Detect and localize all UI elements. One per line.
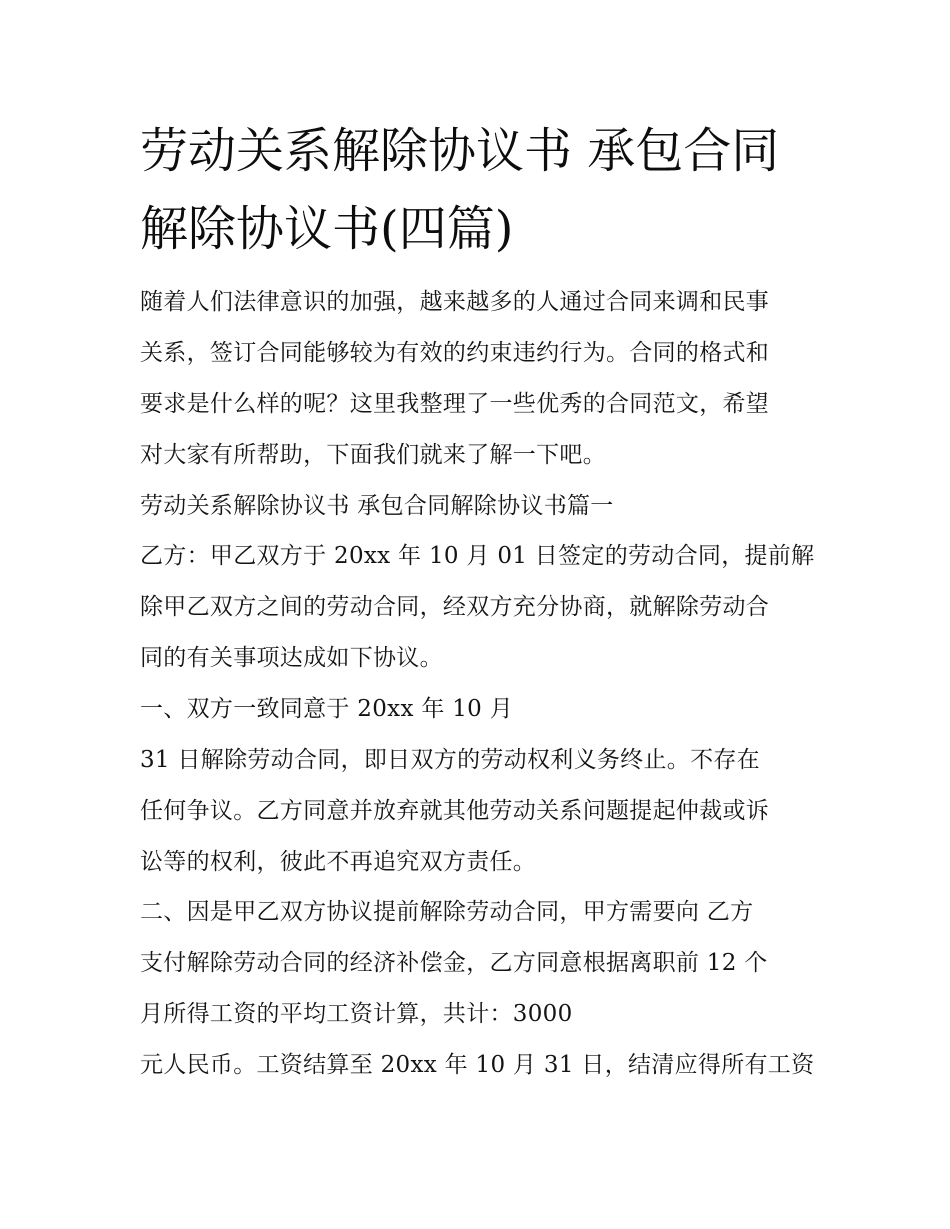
section-heading: 劳动关系解除协议书 承包合同解除协议书篇一 bbox=[140, 493, 614, 519]
body-line: 乙方：甲乙双方于 20xx 年 10 月 01 日签定的劳动合同，提前解 bbox=[140, 543, 815, 569]
body-line: 月所得工资的平均工资计算，共计：3000 bbox=[140, 1001, 573, 1027]
body-line: 支付解除劳动合同的经济补偿金，乙方同意根据离职前 12 个 bbox=[140, 950, 768, 976]
title-line: 劳动关系解除协议书 承包合同 bbox=[140, 123, 780, 179]
body-line: 31 日解除劳动合同，即日双方的劳动权利义务终止。不存在 bbox=[140, 747, 760, 773]
body-line: 除甲乙双方之间的劳动合同，经双方充分协商，就解除劳动合 bbox=[140, 594, 770, 620]
body-line: 任何争议。乙方同意并放弃就其他劳动关系问题提起仲裁或诉 bbox=[140, 798, 770, 824]
body-line: 讼等的权利，彼此不再追究双方责任。 bbox=[140, 849, 537, 875]
clause-line: 二、因是甲乙双方协议提前解除劳动合同，甲方需要向 乙方 bbox=[140, 899, 754, 925]
body-line: 对大家有所帮助，下面我们就来了解一下吧。 bbox=[140, 442, 606, 468]
body-line: 随着人们法律意识的加强，越来越多的人通过合同来调和民事 bbox=[140, 289, 770, 315]
body-line: 元人民币。工资结算至 20xx 年 10 月 31 日，结清应得所有工资 bbox=[140, 1052, 815, 1078]
body-line: 关系，签订合同能够较为有效的约束违约行为。合同的格式和 bbox=[140, 340, 770, 366]
document-title bbox=[140, 112, 830, 268]
clause-line: 一、双方一致同意于 20xx 年 10 月 bbox=[140, 696, 514, 722]
body-line: 要求是什么样的呢？这里我整理了一些优秀的合同范文，希望 bbox=[140, 391, 770, 417]
title-line: 解除协议书(四篇) bbox=[140, 201, 514, 257]
body-line: 同的有关事项达成如下协议。 bbox=[140, 645, 443, 671]
